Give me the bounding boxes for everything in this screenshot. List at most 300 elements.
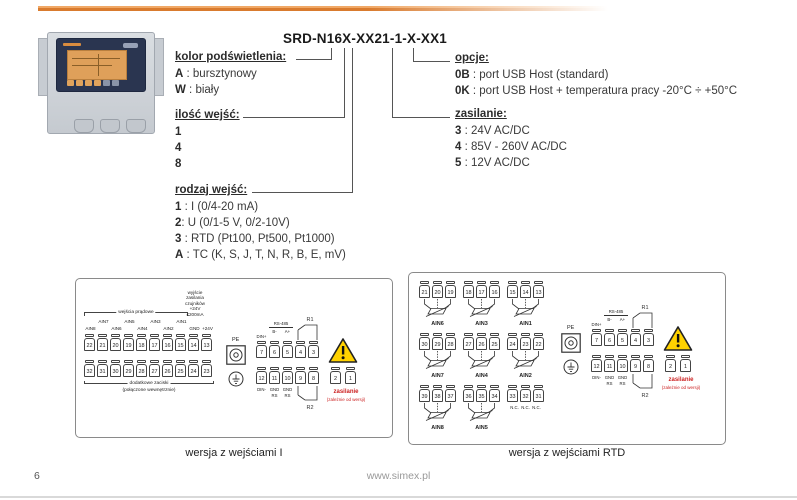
code-option: 1 [175,126,182,138]
terminal [507,333,518,350]
section-heading: zasilanie: [455,108,507,120]
terminal [476,385,487,402]
terminal-number: 6 [604,333,615,346]
terminals-row-bottom [84,360,212,377]
rs485-b-label: B- [607,317,612,322]
terminal [330,367,341,384]
terminal-number: 23 [520,337,531,350]
terminal-number: 35 [476,389,487,402]
input-label [175,326,188,331]
terminal-clamp [124,360,133,363]
code-option: 4 [175,142,182,154]
io-terminals-top [256,341,319,358]
terminal-number: 8 [308,371,319,384]
rtd-input-group [507,333,544,380]
terminal [432,333,443,350]
terminal [175,360,186,377]
input-label [136,319,149,324]
terminal [476,333,487,350]
rtd-input-group [419,385,456,432]
terminal [84,334,95,351]
terminal-clamp [98,360,107,363]
rtd-sensor-icon [463,351,500,369]
section-heading: ilość wejść: [175,109,240,121]
terminal-number: 5 [617,333,628,346]
terminal-number: 22 [84,338,95,351]
input-label [162,319,175,324]
terminal-clamp [296,341,305,344]
terminal-number: 38 [432,389,443,402]
cable-glands [74,119,146,133]
input-labels-lower [84,326,214,331]
terminal [149,334,160,351]
power-supply-label: zasilanie [668,377,694,383]
terminal-number: 5 [282,345,293,358]
terminal-clamp [257,367,266,370]
input-label [201,319,214,324]
code-line-kolor [296,59,332,60]
terminal [282,341,293,358]
terminal-clamp [605,329,614,332]
terminal [533,281,544,298]
io-block [226,315,386,411]
terminal-number: 26 [476,337,487,350]
earth-ground-icon [563,359,579,375]
terminal-clamp [309,367,318,370]
nc-label: N.C. N.C. N.C. [510,405,541,410]
terminal [617,355,628,372]
code-option: 4 : 85V - 260V AC/DC [455,141,567,153]
rtd-input-label: AIN3 [475,321,488,327]
rtd-input-group [463,385,500,432]
terminal-clamp [111,334,120,337]
rtd-sensor-icon [419,351,456,369]
terminal [463,333,474,350]
section-power-supply [455,108,567,171]
terminal-number: 8 [643,359,654,372]
terminal-clamp [111,360,120,363]
input-label [97,326,110,331]
terminal-clamp [150,360,159,363]
rtd-input-group [419,333,456,380]
terminal-clamp [296,367,305,370]
terminal-clamp [85,334,94,337]
power-supply-label: zasilanie [333,389,359,395]
warning-triangle-icon [328,337,358,364]
terminal-number: 14 [520,285,531,298]
terminal [162,334,173,351]
svg-text:R2: R2 [641,393,649,398]
rtd-sensor-icon [507,351,544,369]
input-labels-upper [84,319,214,324]
relay-r1-icon [295,315,321,340]
device-brand-mark [63,43,81,46]
rs485-b-label: B- [272,329,277,334]
pe-label: PE [567,325,575,331]
terminal [463,281,474,298]
section-input-type [175,184,346,263]
terminal-number: 27 [463,337,474,350]
rtd-input-label: AIN2 [519,373,532,379]
terminal-clamp [592,329,601,332]
terminal [476,281,487,298]
terminal [489,385,500,402]
gnd-label: GND [617,375,628,380]
terminal [591,329,602,346]
code-line-kolor [331,48,332,59]
rtd-input-label: AIN8 [431,425,444,431]
terminal-number: 12 [256,371,267,384]
terminal [665,355,676,372]
rtd-sensor-icon [419,299,456,317]
terminal-number: 29 [123,364,134,377]
input-label: AIN2 [163,325,174,331]
pe-label: PE [232,337,240,343]
terminal [345,367,356,384]
terminal-clamp [592,355,601,358]
rtd-sensor-icon [419,403,456,421]
terminal-number: 29 [432,337,443,350]
terminal-number: 27 [149,364,160,377]
terminal-number: 10 [282,371,293,384]
terminal-clamp [283,367,292,370]
device-logo [123,43,138,48]
io-terminals-bottom [256,367,319,384]
terminal-number: 7 [256,345,267,358]
terminal [520,281,531,298]
code-line-zasilanie [392,48,393,117]
terminal [84,360,95,377]
input-label: AIN1 [176,319,187,324]
rtd-input-group [463,281,500,328]
note-line: zasilania [186,295,204,301]
terminal [643,329,654,346]
terminal-clamp [189,334,198,337]
rs485-a-label: A+ [619,317,626,322]
terminal-clamp [176,334,185,337]
terminal-clamp [283,341,292,344]
din-minus-label: DIN- [257,387,266,392]
terminal-number: 15 [175,338,186,351]
terminal-number: 16 [489,285,500,298]
rtd-input-label: AIN7 [431,373,444,379]
terminal [97,360,108,377]
terminal [97,334,108,351]
terminal-number: 21 [97,338,108,351]
note-line: czujników [185,300,205,306]
power-terminals [665,355,691,372]
terminal [269,341,280,358]
terminal [162,360,173,377]
terminal-number: 1 [345,371,356,384]
input-label: GND [189,325,200,331]
terminal [419,385,430,402]
terminal [110,360,121,377]
rs485-a-label: A+ [284,329,291,334]
terminal-number: 30 [419,337,430,350]
terminal [201,334,212,351]
terminal-number: 20 [110,338,121,351]
terminal-clamp [150,334,159,337]
terminal [295,367,306,384]
rtd-input-groups [419,281,561,432]
terminal-number: 19 [445,285,456,298]
terminal-number: 32 [520,389,531,402]
terminal [308,367,319,384]
input-label [123,326,136,331]
rs485-label: RS-485 [604,309,628,316]
terminal [680,355,691,372]
terminal-number: 17 [476,285,487,298]
rtd-sensor-icon [507,299,544,317]
terminal [175,334,186,351]
extra-terminals-note: (połączone wewnętrznie) [122,388,176,393]
terminal [188,360,199,377]
terminal [489,281,500,298]
terminal [136,334,147,351]
terminal [201,360,212,377]
caption-rtd-version: wersja z wejściami RTD [508,447,626,459]
page-number: 6 [34,470,40,482]
terminal-number: 16 [162,338,173,351]
terminal-number: 15 [507,285,518,298]
gnd-label: GND [282,387,293,392]
terminal-number: 2 [330,371,341,384]
terminal-clamp [605,355,614,358]
terminal-number: 3 [643,333,654,346]
terminal-number: 24 [188,364,199,377]
terminal [507,281,518,298]
code-option: 8 [175,158,182,170]
pe-clamp-icon [226,345,246,365]
note-line: +24V [189,306,201,312]
code-line-opcje [413,48,414,62]
sensor-supply-note [173,290,217,317]
terminals-row-top [84,334,212,351]
terminal-number: 34 [489,389,500,402]
input-label: +24V [202,325,213,331]
terminal-clamp [331,367,340,370]
input-label [149,326,162,331]
input-label [188,319,201,324]
io-terminals-bottom [591,355,654,372]
terminal-clamp [618,329,627,332]
code-option: 2: U (0/1-5 V, 0/2-10V) [175,217,290,229]
power-supply-note: (zależnie od wersji) [326,397,366,402]
note-line: wyjście [187,290,203,295]
footer-divider [0,496,797,498]
pe-clamp-icon [561,333,581,353]
section-backlight-color [175,51,286,98]
rtd-sensor-icon [463,299,500,317]
rtd-input-group [463,333,500,380]
code-option: 0K : port USB Host + temperatura pracy -20°C ÷ +50°C [455,85,738,97]
code-line-zasilanie [392,117,450,118]
terminal-number: 33 [507,389,518,402]
terminal-clamp [163,360,172,363]
io-terminals-top [591,329,654,346]
terminal-number: 39 [419,389,430,402]
terminal-clamp [644,329,653,332]
terminal-number: 1 [680,359,691,372]
terminal-number: 19 [123,338,134,351]
svg-text:R2: R2 [306,405,314,410]
power-terminals [330,367,356,384]
code-option: 3 : RTD (Pt100, Pt500, Pt1000) [175,233,335,245]
terminal-number: 21 [419,285,430,298]
rs-label: RS [284,393,291,398]
terminal-clamp [163,334,172,337]
rs-label: RS [271,393,278,398]
terminal-clamp [124,334,133,337]
terminal-number: 20 [432,285,443,298]
gnd-label: GND [604,375,615,380]
rs-label: RS [606,381,613,386]
terminal-number: 9 [630,359,641,372]
input-label [110,319,123,324]
terminal-number: 9 [295,371,306,384]
terminal-number: 12 [591,359,602,372]
terminal-number: 22 [533,337,544,350]
terminal-number: 4 [295,345,306,358]
terminal-number: 11 [269,371,280,384]
terminal [520,385,531,402]
terminal-number: 4 [630,333,641,346]
section-heading: rodzaj wejść: [175,184,248,196]
terminal-number: 2 [665,359,676,372]
terminal [630,355,641,372]
terminal-number: 25 [175,364,186,377]
terminal [533,385,544,402]
terminal-number: 31 [533,389,544,402]
terminal-clamp [346,367,355,370]
terminal [256,367,267,384]
input-label: AIN3 [150,319,161,324]
rtd-input-label: AIN6 [431,321,444,327]
terminal-number: 18 [463,285,474,298]
device-housing [47,32,155,134]
terminal-clamp [189,360,198,363]
code-line-ilosc [344,48,345,117]
terminal [507,385,518,402]
din-plus-label: DIN+ [256,334,267,339]
terminal [445,281,456,298]
extra-terminals-label: dodatkowe zaciski [129,381,169,386]
device-front-panel [56,38,146,92]
rs485-label: RS-485 [269,321,293,328]
section-options [455,52,737,99]
rtd-input-label: AIN4 [475,373,488,379]
power-supply-note: (zależnie od wersji) [661,385,701,390]
terminal-number: 28 [136,364,147,377]
terminal-number: 24 [507,337,518,350]
svg-text:R1: R1 [641,305,649,311]
terminal [295,341,306,358]
terminal [149,360,160,377]
terminal-clamp [176,360,185,363]
input-label [84,319,97,324]
rtd-input-group [507,385,544,432]
terminal [269,367,280,384]
terminal-number: 30 [110,364,121,377]
terminal-number: 13 [201,338,212,351]
terminal [533,333,544,350]
terminal [188,334,199,351]
terminal [591,355,602,372]
code-option: 5 : 12V AC/DC [455,157,530,169]
code-option: 1 : I (0/4-20 mA) [175,201,259,213]
input-label: AIN8 [85,325,96,331]
terminal-clamp [631,355,640,358]
terminal-clamp [137,360,146,363]
terminal-number: 3 [308,345,319,358]
note-line: ≤200mA [186,311,204,317]
terminal [463,385,474,402]
terminal-clamp [98,334,107,337]
terminal-clamp [137,334,146,337]
din-minus-label: DIN- [592,375,601,380]
terminal [445,333,456,350]
ordering-code: SRD-N16X-XX21-1-X-XX1 [283,31,448,46]
terminal [630,329,641,346]
terminal-number: 31 [97,364,108,377]
section-heading: kolor podświetlenia: [175,51,287,63]
terminal-clamp [257,341,266,344]
wiring-diagram-rtd-inputs [408,272,726,445]
footer-url: www.simex.pl [366,470,431,482]
rtd-sensor-icon [463,403,500,421]
input-label: AIN5 [124,319,135,324]
code-option: 3 : 24V AC/DC [455,125,530,137]
terminal [445,385,456,402]
terminal-number: 14 [188,338,199,351]
terminal-number: 10 [617,359,628,372]
io-block [561,303,721,399]
terminal-number: 7 [591,333,602,346]
terminal-clamp [270,341,279,344]
terminal [110,334,121,351]
terminal-number: 25 [489,337,500,350]
rtd-input-label: AIN5 [475,425,488,431]
terminal [643,355,654,372]
terminal [282,367,293,384]
din-plus-label: DIN+ [591,322,602,327]
terminal [123,334,134,351]
terminal [604,329,615,346]
input-label: AIN7 [98,319,109,324]
terminal-number: 17 [149,338,160,351]
terminal-number: 6 [269,345,280,358]
terminal-clamp [309,341,318,344]
code-line-opcje [413,61,450,62]
terminal [308,341,319,358]
gnd-label: GND [269,387,280,392]
input-label: AIN4 [137,325,148,331]
terminal-clamp [202,360,211,363]
terminal-number: 37 [445,389,456,402]
rtd-input-label: AIN1 [519,321,532,327]
top-accent-bar [38,6,638,11]
terminal [419,281,430,298]
terminal-clamp [631,329,640,332]
warning-triangle-icon [663,325,693,352]
terminal-number: 11 [604,359,615,372]
terminal-clamp [681,355,690,358]
code-option: 0B : port USB Host (standard) [455,69,609,81]
terminal-number: 28 [445,337,456,350]
earth-ground-icon [228,371,244,387]
terminal-clamp [618,355,627,358]
